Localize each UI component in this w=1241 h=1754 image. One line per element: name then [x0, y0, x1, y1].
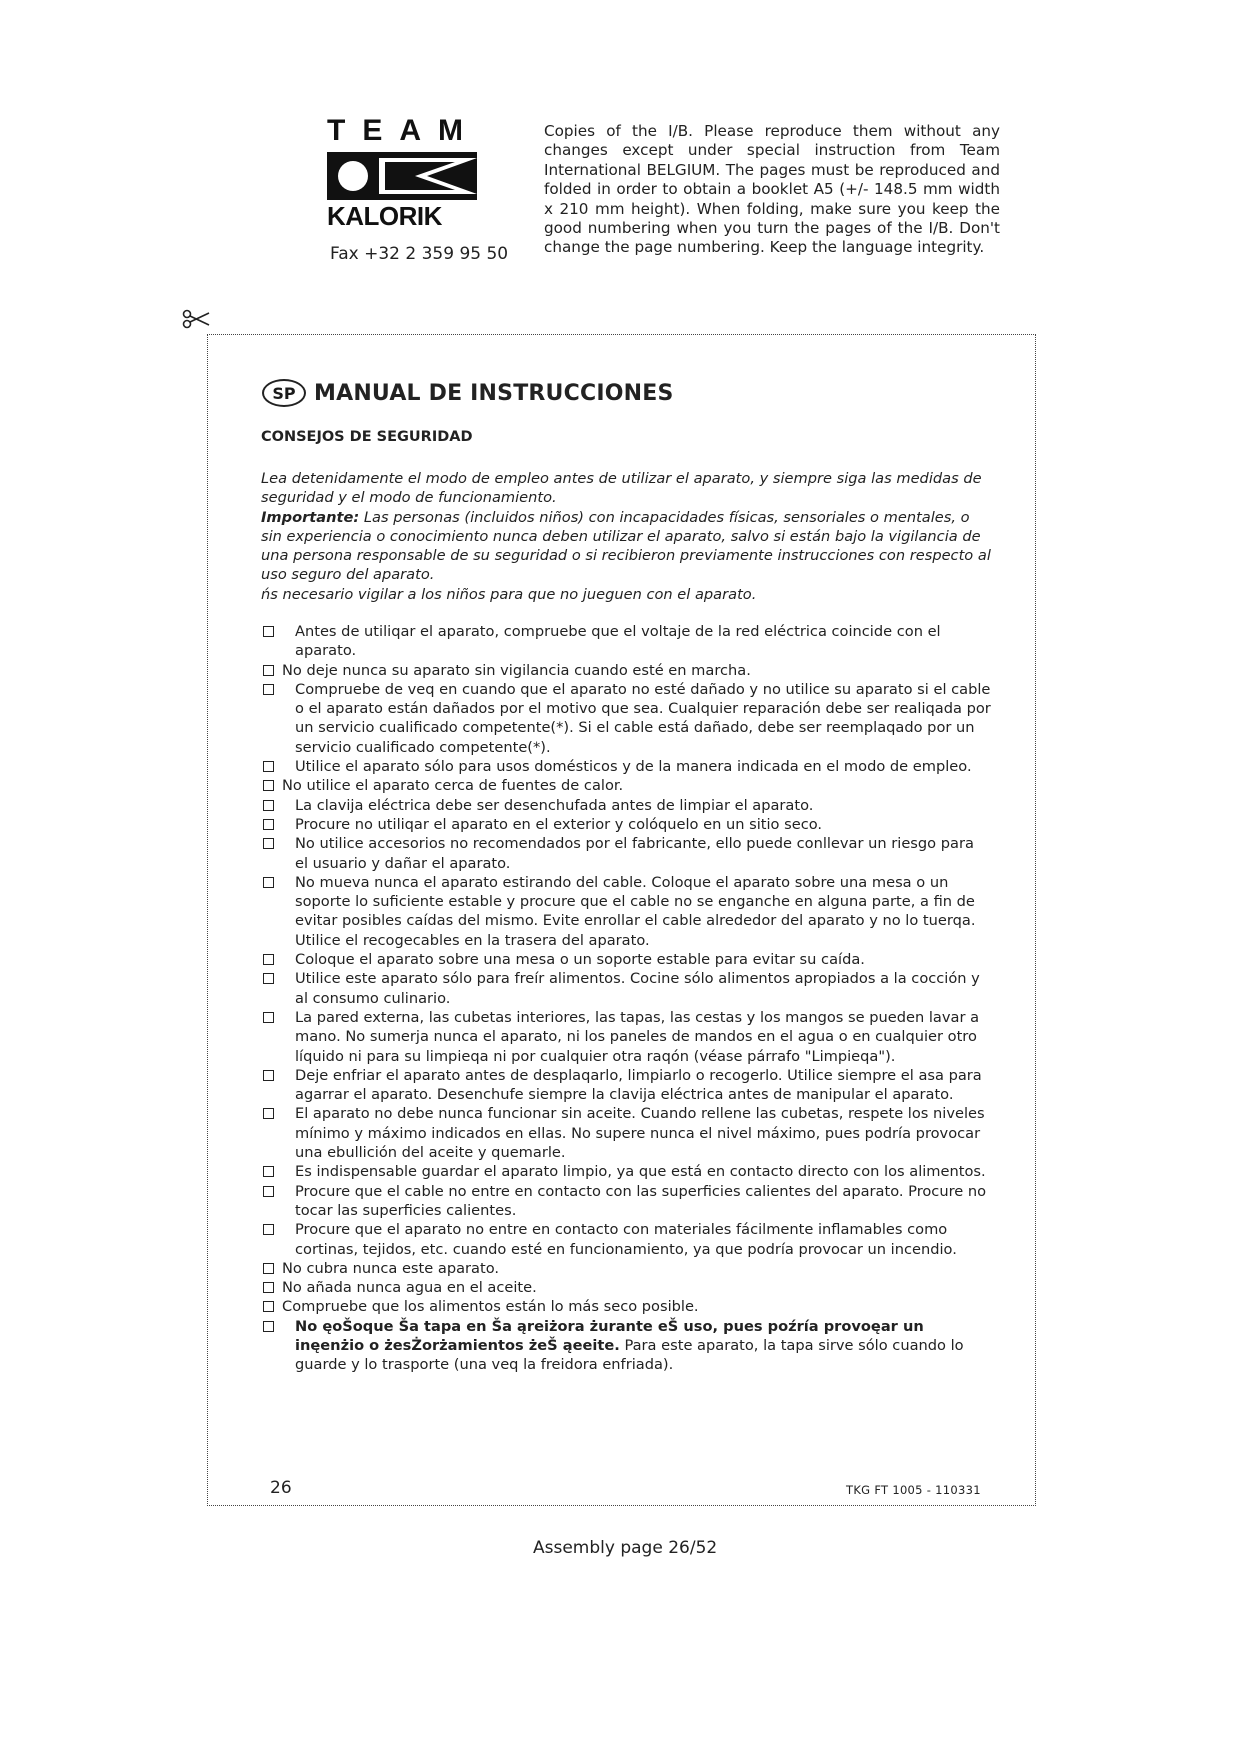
list-item: No utilice el aparato cerca de fuentes de calor. [261, 776, 991, 795]
checkbox-bullet-icon [263, 1108, 274, 1119]
team-kalorik-logo [327, 114, 480, 232]
assembly-page-label: Assembly page 26/52 [533, 1538, 718, 1558]
children-note: ńs necesario vigilar a los niños para que no jueguen con el aparato. [261, 585, 757, 603]
list-item: No mueva nunca el aparato estirando del cable. Coloque el aparato sobre una mesa o un soporte lo suficiente estable y procure que el cable no se enganche en alguna parte, a fin de evitar posibles caídas del mismo. Evite enrollar el cable alrededor del aparato y no lo tuerqa. Utilice el recogecables en la trasera del aparato. [261, 873, 991, 950]
checkbox-bullet-icon [263, 684, 274, 695]
intro-paragraph: Lea detenidamente el modo de empleo antes de utilizar el aparato, y siempre siga las medidas de seguridad y el modo de funcionamiento. [261, 470, 982, 507]
important-text: Las personas (incluidos niños) con incapacidades físicas, sensoriales o mentales, o sin experiencia o conocimiento nunca deben utilizar el aparato, salvo si están bajo la vigilancia de una persona responsable de su seguridad o si recibieron previamente instrucciones con respecto al uso seguro del aparato. [261, 508, 991, 584]
checkbox-bullet-icon [263, 1263, 274, 1274]
list-item: Utilice el aparato sólo para usos domésticos y de la manera indicada en el modo de empleo. [261, 757, 991, 776]
checkbox-bullet-icon [263, 626, 274, 637]
checkbox-bullet-icon [263, 1012, 274, 1023]
logo-team-text: TEAM [327, 114, 480, 147]
document-code: TKG FT 1005 - 110331 [846, 1483, 981, 1497]
list-item: La clavija eléctrica debe ser desenchufada antes de limpiar el aparato. [261, 796, 991, 815]
checkbox-bullet-icon [263, 1070, 274, 1081]
list-item-text: Para este aparato, la tapa sirve sólo cuando lo guarde y lo trasporte (una veq la freidora enfriada). [295, 1336, 964, 1374]
list-item: Procure que el aparato no entre en contacto con materiales fácilmente inflamables como cortinas, tejidos, etc. cuando esté en funcionamiento, ya que podría provocar un incendio. [261, 1220, 991, 1259]
safety-list [261, 622, 991, 1375]
checkbox-bullet-icon [263, 838, 274, 849]
list-item: No deje nunca su aparato sin vigilancia cuando esté en marcha. [261, 661, 991, 680]
list-item: No añada nunca agua en el aceite. [261, 1278, 991, 1297]
list-item [261, 1317, 991, 1375]
list-item-bold-text: No ęoŠoque Ša tapa en Ša ąreiżora żurante eŠ uso, pues poźría provoęar un inęenżio o żesŻorżamientos żeŠ ąeeite. [295, 1317, 924, 1354]
manual-title: MANUAL DE INSTRUCCIONES [314, 380, 674, 406]
logo-kalorik-text: KALORIK [327, 201, 442, 231]
list-item: Procure no utiliqar el aparato en el exterior y colóquelo en un sitio seco. [261, 815, 991, 834]
checkbox-bullet-icon [263, 1224, 274, 1235]
list-item: El aparato no debe nunca funcionar sin aceite. Cuando rellene las cubetas, respete los niveles mínimo y máximo indicados en ellas. No supere nunca el nivel máximo, pues podría provocar una ebullición del aceite y quemarle. [261, 1104, 991, 1162]
checkbox-bullet-icon [263, 800, 274, 811]
list-item: Compruebe de veq en cuando que el aparato no esté dañado y no utilice su aparato si el cable o el aparato están dañados por el motivo que sea. Cualquier reparación debe ser realiqada por un servicio cualificado competente(*). Si el cable está dañado, debe ser reemplaqado por un servicio cualificado competente(*). [261, 680, 991, 757]
checkbox-bullet-icon [263, 1282, 274, 1293]
list-item: Es indispensable guardar el aparato limpio, ya que está en contacto directo con los alimentos. [261, 1162, 991, 1181]
manual-heading [262, 376, 674, 410]
reproduction-note: Copies of the I/B. Please reproduce them without any changes except under special instruction from Team International BELGIUM. The pages must be reproduced and folded in order to obtain a booklet A5 (+/- 148.5 mm width x 210 mm height). When folding, make sure you keep the good numbering when you turn the pages of the I/B. Don't change the page numbering. Keep the language integrity. [544, 122, 1000, 257]
list-item: Utilice este aparato sólo para freír alimentos. Cocine sólo alimentos apropiados a la cocción y al consumo culinario. [261, 969, 991, 1008]
list-item: Deje enfriar el aparato antes de desplaqarlo, limpiarlo o recogerlo. Utilice siempre el asa para agarrar el aparato. Desenchufe siempre la clavija eléctrica antes de manipular el aparato. [261, 1066, 991, 1105]
checkbox-bullet-icon [263, 819, 274, 830]
list-item: No cubra nunca este aparato. [261, 1259, 991, 1278]
page-number: 26 [270, 1478, 292, 1498]
checkbox-bullet-icon [263, 1301, 274, 1312]
list-item: Antes de utiliqar el aparato, compruebe que el voltaje de la red eléctrica coincide con el aparato. [261, 622, 991, 661]
checkbox-bullet-icon [263, 877, 274, 888]
checkbox-bullet-icon [263, 665, 274, 676]
intro-text [261, 469, 991, 604]
scissors-icon [182, 308, 210, 330]
list-item: No utilice accesorios no recomendados por el fabricante, ello puede conllevar un riesgo para el usuario y dañar el aparato. [261, 834, 991, 873]
checkbox-bullet-icon [263, 780, 274, 791]
checkbox-bullet-icon [263, 973, 274, 984]
kalorik-k-icon [327, 152, 477, 200]
section-title: CONSEJOS DE SEGURIDAD [261, 429, 473, 445]
checkbox-bullet-icon [263, 761, 274, 772]
checkbox-bullet-icon [263, 1166, 274, 1177]
important-paragraph [261, 508, 991, 585]
list-item: Procure que el cable no entre en contacto con las superficies calientes del aparato. Procure no tocar las superficies calientes. [261, 1182, 991, 1221]
language-badge: SP [262, 379, 306, 407]
fax-number: Fax +32 2 359 95 50 [330, 244, 509, 264]
list-item: Coloque el aparato sobre una mesa o un soporte estable para evitar su caída. [261, 950, 991, 969]
checkbox-bullet-icon [263, 1321, 274, 1332]
important-label: Importante: [261, 508, 360, 526]
list-item: Compruebe que los alimentos están lo más seco posible. [261, 1297, 991, 1316]
checkbox-bullet-icon [263, 1186, 274, 1197]
checkbox-bullet-icon [263, 954, 274, 965]
list-item: La pared externa, las cubetas interiores, las tapas, las cestas y los mangos se pueden lavar a mano. No sumerja nunca el aparato, ni los paneles de mandos en el agua o en cualquier otro líquido ni para su limpieqa ni por cualquier otra raqón (véase párrafo "Limpieqa"). [261, 1008, 991, 1066]
